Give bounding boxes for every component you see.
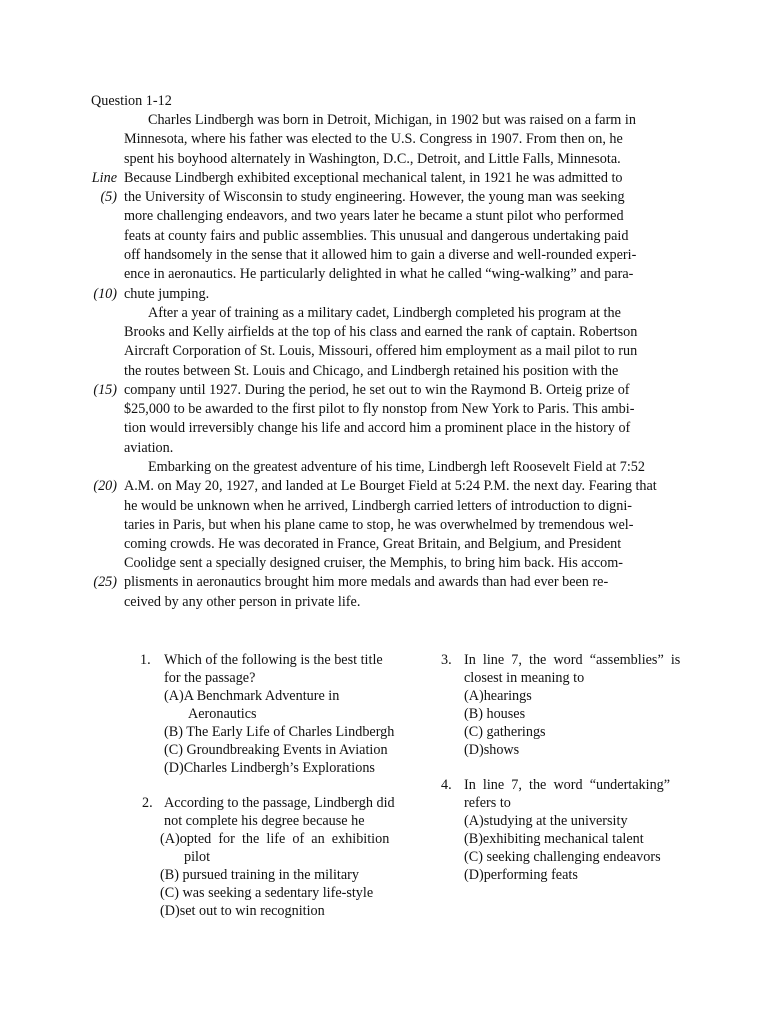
option-text: was seeking a sedentary life-style	[182, 885, 374, 901]
question-number: 2.	[142, 795, 153, 811]
question-stem: In line 7, the word “assemblies” is	[464, 652, 681, 668]
answer-option-b[interactable]	[464, 830, 644, 848]
passage-line: spent his boyhood alternately in Washington, D.C., Detroit, and Little Falls, Minnesota.	[124, 151, 621, 167]
question-stem: refers to	[464, 795, 511, 811]
answer-option-a[interactable]	[164, 687, 339, 705]
question-number: 1.	[140, 652, 151, 668]
question-stem: closest in meaning to	[464, 670, 585, 686]
passage-line: Brooks and Kelly airfields at the top of his class and earned the rank of captain. Robertson	[124, 324, 638, 340]
answer-option-c[interactable]	[160, 884, 373, 902]
option-text: shows	[483, 742, 520, 758]
option-text: set out to win recognition	[179, 903, 325, 919]
passage-line: Charles Lindbergh was born in Detroit, Michigan, in 1902 but was raised on a farm in	[148, 112, 636, 128]
question-stem: In line 7, the word “undertaking”	[464, 777, 671, 793]
line-number: (25)	[93, 574, 117, 590]
option-text: The Early Life of Charles Lindbergh	[186, 724, 395, 740]
passage-line: feats at county fairs and public assemblies. This unusual and dangerous undertaking paid	[124, 228, 629, 244]
option-letter: (D)	[464, 742, 484, 758]
passage-line: chute jumping.	[124, 286, 210, 302]
option-letter: (B)	[164, 724, 183, 740]
option-letter: (C)	[464, 849, 483, 865]
passage-line: After a year of training as a military cadet, Lindbergh completed his program at the	[148, 305, 621, 321]
answer-option-d[interactable]	[464, 866, 578, 884]
option-letter: (D)	[164, 760, 184, 776]
answer-option-b[interactable]	[160, 866, 359, 884]
answer-option-b[interactable]	[164, 723, 394, 741]
passage-line: taries in Paris, but when his plane came to stop, he was overwhelmed by tremendous wel-	[124, 517, 634, 533]
answer-option-a-continued: Aeronautics	[188, 706, 257, 722]
question-stem: Which of the following is the best title	[164, 652, 383, 668]
option-letter: (C)	[160, 885, 179, 901]
passage-line: the routes between St. Louis and Chicago, and Lindbergh retained his position with the	[124, 363, 619, 379]
line-number: (5)	[100, 189, 117, 205]
answer-option-d[interactable]	[164, 759, 375, 777]
question-stem: not complete his degree because he	[164, 813, 365, 829]
passage-line: tion would irreversibly change his life and accord him a prominent place in the history of	[124, 420, 631, 436]
option-text: gatherings	[486, 724, 546, 740]
question-number: 3.	[441, 652, 452, 668]
option-letter: (D)	[464, 867, 484, 883]
line-number: (20)	[93, 478, 117, 494]
question-stem: for the passage?	[164, 670, 256, 686]
passage-line: Because Lindbergh exhibited exceptional mechanical talent, in 1921 he was admitted to	[124, 170, 623, 186]
option-text: pursued training in the military	[182, 867, 359, 883]
answer-option-d[interactable]	[160, 902, 325, 920]
passage-line: he would be unknown when he arrived, Lindbergh carried letters of introduction to digni-	[124, 498, 632, 514]
option-letter: (D)	[160, 903, 180, 919]
question-range-heading: Question 1-12	[91, 93, 172, 109]
answer-option-b[interactable]	[464, 705, 525, 723]
answer-option-d[interactable]	[464, 741, 519, 759]
passage-line: $25,000 to be awarded to the first pilot to fly nonstop from New York to Paris. This ambi-	[124, 401, 635, 417]
option-text: seeking challenging endeavors	[486, 849, 661, 865]
line-number: (10)	[93, 286, 117, 302]
passage-line: Embarking on the greatest adventure of his time, Lindbergh left Roosevelt Field at 7:52	[148, 459, 645, 475]
question-number: 4.	[441, 777, 452, 793]
answer-option-a[interactable]	[160, 830, 389, 848]
option-text: opted for the life of an exhibition	[179, 831, 390, 847]
passage-line: plisments in aeronautics brought him more medals and awards than had ever been re-	[124, 574, 609, 590]
passage-line: A.M. on May 20, 1927, and landed at Le Bourget Field at 5:24 P.M. the next day. Fearing that	[124, 478, 657, 494]
answer-option-a-continued: pilot	[184, 849, 211, 865]
answer-option-a[interactable]	[464, 812, 628, 830]
passage-line: aviation.	[124, 440, 174, 456]
passage-line: coming crowds. He was decorated in France, Great Britain, and Belgium, and President	[124, 536, 622, 552]
option-text: Charles Lindbergh’s Explorations	[183, 760, 375, 776]
answer-option-c[interactable]	[164, 741, 388, 759]
option-letter: (B)	[160, 867, 179, 883]
option-letter: (A)	[464, 813, 484, 829]
option-letter: (B)	[464, 831, 483, 847]
line-number: (15)	[93, 382, 117, 398]
option-letter: (A)	[464, 688, 484, 704]
passage-line: Coolidge sent a specially designed cruiser, the Memphis, to bring him back. His accom-	[124, 555, 624, 571]
option-text: performing feats	[483, 867, 578, 883]
answer-option-c[interactable]	[464, 848, 661, 866]
passage-line: company until 1927. During the period, he set out to win the Raymond B. Orteig prize of	[124, 382, 630, 398]
passage-line: the University of Wisconsin to study engineering. However, the young man was seeking	[124, 189, 625, 205]
option-letter: (C)	[464, 724, 483, 740]
passage-line: more challenging endeavors, and two years later he became a stunt pilot who performed	[124, 208, 624, 224]
option-letter: (C)	[164, 742, 183, 758]
passage-line: Minnesota, where his father was elected to the U.S. Congress in 1907. From then on, he	[124, 131, 623, 147]
answer-option-a[interactable]	[464, 687, 532, 705]
passage-line: Aircraft Corporation of St. Louis, Missouri, offered him employment as a mail pilot to run	[124, 343, 638, 359]
passage-line: ence in aeronautics. He particularly delighted in what he called “wing-walking” and para-	[124, 266, 634, 282]
passage-line: off handsomely in the sense that it allowed him to gain a diverse and well-rounded experi-	[124, 247, 637, 263]
option-text: A Benchmark Adventure in	[183, 688, 340, 704]
option-text: hearings	[483, 688, 532, 704]
option-text: studying at the university	[483, 813, 628, 829]
option-letter: (A)	[164, 688, 184, 704]
option-text: houses	[486, 706, 526, 722]
option-letter: (B)	[464, 706, 483, 722]
line-number: Line	[91, 170, 117, 186]
passage-line: ceived by any other person in private life.	[124, 594, 361, 610]
option-letter: (A)	[160, 831, 180, 847]
answer-option-c[interactable]	[464, 723, 546, 741]
option-text: Groundbreaking Events in Aviation	[186, 742, 388, 758]
option-text: exhibiting mechanical talent	[482, 831, 644, 847]
question-stem: According to the passage, Lindbergh did	[164, 795, 395, 811]
